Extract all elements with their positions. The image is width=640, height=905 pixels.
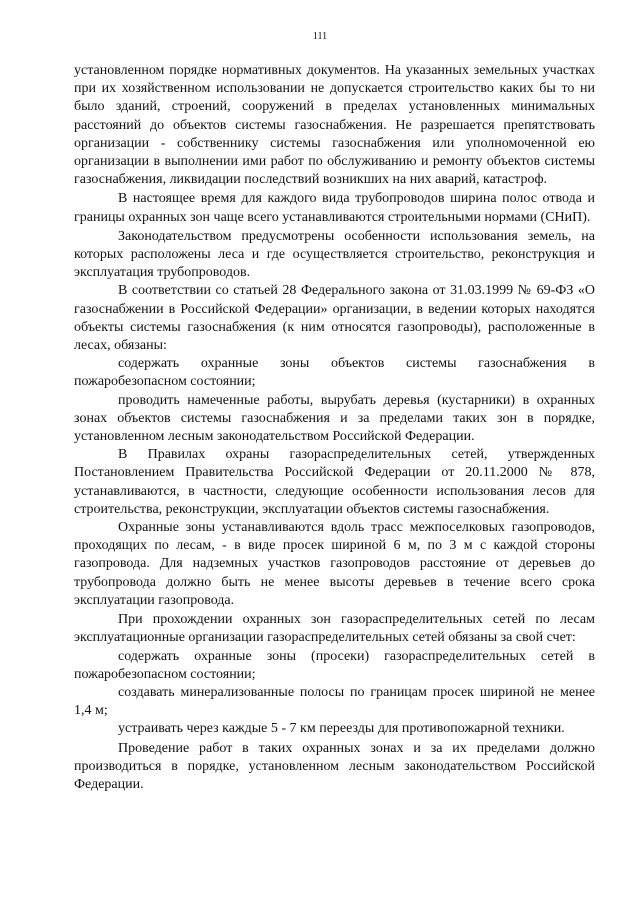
paragraph-continuation: установленном порядке нормативных документов. На указанных земельных участках при их хозяйственном использовании не допускается строительство каких бы то ни было зданий, строений, сооружений в пределах установленных минимальных расстояний до объектов системы газоснабжения. Не разрешается препятствовать организации - собственнику системы газоснабжения или уполномоченной ею организации в выполнении ими работ по обслуживанию и ремонту объектов системы газоснабжения, ликвидации последствий возникших на них аварий, катастроф. [74,63,595,188]
document-body [74,62,595,794]
paragraph-snip-norms: В настоящее время для каждого вида трубопроводов ширина полос отвода и границы охранных зон чаще всего устанавливаются строительными нормами (СНиП). [74,191,595,225]
list-item-crossings: устраивать через каждые 5 - 7 км переезды для противопожарной техники. [118,721,565,737]
paragraph-protection-zones: Охранные зоны устанавливаются вдоль трасс межпоселковых газопроводов, проходящих по лесам, - в виде просек шириной 6 м, по 3 м с каждой стороны газопровода. Для надземных участков газопроводов расстояние от деревьев до трубопровода должно быть не менее высоты деревьев в течение всего срока эксплуатации газопровода. [74,520,595,608]
paragraph-protection-rules: В Правилах охраны газораспределительных сетей, утвержденных Постановлением Правительства Российской Федерации от 20.11.2000 № 878, устанавливаются, в частности, следующие особенности использования лесов для строительства, реконструкции, эксплуатации объектов системы газоснабжения. [74,447,595,517]
paragraph-forest-legislation: Законодательством предусмотрены особенности использования земель, на которых расположены леса и где осуществляется строительство, реконструкция и эксплуатация трубопроводов. [74,228,595,281]
list-item-tree-cutting: проводить намеченные работы, вырубать деревья (кустарники) в охранных зонах объектов системы газоснабжения и за пределами таких зон в порядке, установленном лесным законодательством Российской Федерации. [74,392,595,445]
page-number: 111 [312,31,328,42]
paragraph-federal-law: В соответствии со статьей 28 Федерального закона от 31.03.1999 № 69-ФЗ «О газоснабжении в Российской Федерации» организации, в ведении которых находятся объекты системы газоснабжения (к ним относятся газопроводы), расположенные в лесах, обязаны: [74,283,595,354]
list-item-clearings: содержать охранные зоны (просеки) газораспределительных сетей в пожаробезопасном состоянии; [74,648,595,682]
paragraph-works-procedure: Проведение работ в таких охранных зонах и за их пределами должно производиться в порядке, установленном лесным законодательством Российской Федерации. [74,740,595,792]
paragraph-operator-obligations: При прохождении охранных зон газораспределительных сетей по лесам эксплуатационные организации газораспределительных сетей обязаны за свой счет: [74,612,595,646]
list-item-mineralized-strips: создавать минерализованные полосы по границам просек шириной не менее 1,4 м; [74,684,595,719]
list-item-fire-safety: содержать охранные зоны объектов системы газоснабжения в пожаробезопасном состоянии; [74,356,595,390]
